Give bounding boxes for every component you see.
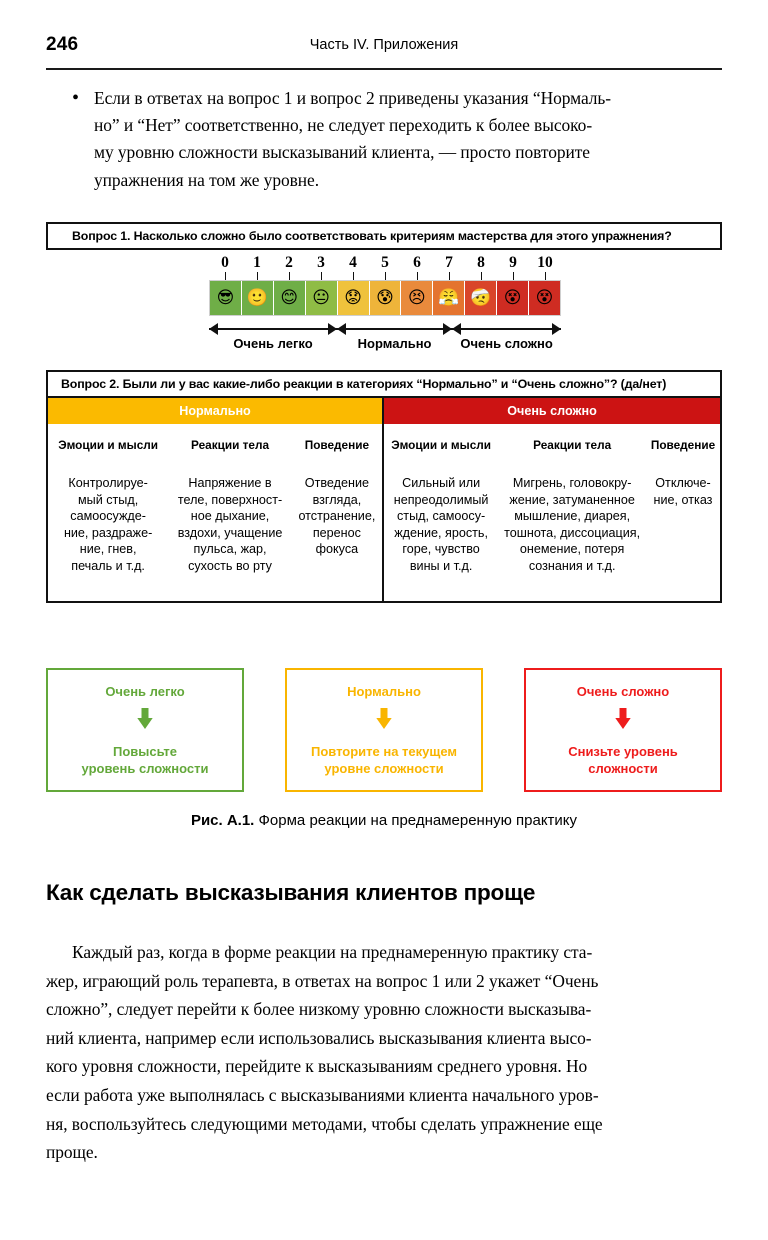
running-title: Часть IV. Приложения [309, 37, 459, 53]
question2-label: Вопрос 2. Были ли у вас какие-либо реакции в категориях “Нормально” и “Очень сложно”? (да/нет) [61, 377, 667, 391]
arrow-right-icon [443, 323, 452, 335]
scale-tick-label-10: 10 [537, 254, 553, 271]
page-number: 246 [46, 34, 79, 55]
outcome-title: Очень легко [105, 683, 185, 699]
scale-emoji-icon: 😣 [408, 287, 426, 308]
bullet-line: Если в ответах на вопрос 1 и вопрос 2 приведены указания “Нормаль- [94, 88, 612, 108]
header-rule [46, 68, 722, 70]
scale-range [337, 322, 452, 362]
scale-tick-label-9: 9 [509, 254, 517, 271]
paragraph-line: если работа уже выполнялась с высказываниями клиента начального уров- [46, 1084, 599, 1105]
scale-emoji-icon: 🙂 [246, 287, 268, 308]
paragraph-line: сложно”, следует перейти к более низкому уровню сложности высказыва- [46, 999, 592, 1020]
scale-emoji-icon: 😵 [535, 287, 554, 308]
paragraph-line: жер, играющий роль терапевта, в ответах на вопрос 1 или 2 укажет “Очень [46, 970, 599, 991]
scale-tick-label-0: 0 [221, 254, 229, 271]
arrow-left-icon [452, 323, 461, 335]
range-label: Очень сложно [460, 336, 553, 351]
scale-emoji-icon: 😊 [280, 287, 299, 308]
section-heading: Как сделать высказывания клиентов проще [46, 880, 536, 905]
scale-emoji-icon: 😟 [344, 287, 362, 308]
cell-normal-body: Напряжение в теле, поверхност- ное дыхание, вздохи, учащение пульса, жар, сухость во рту [177, 476, 283, 573]
column-header-body: Реакции тела [533, 438, 612, 452]
scale-emoji-icon: 😰 [376, 287, 394, 308]
paragraph-line: проще. [46, 1142, 98, 1163]
scale-cell-6[interactable] [401, 281, 433, 315]
cell-hard-emotions: Сильный или непреодолимый стыд, самоосу- ждение, ярость, горе, чувство вины и т.д. [393, 476, 489, 573]
scale-tick-label-3: 3 [317, 254, 325, 271]
figure-a1 [46, 222, 722, 603]
scale-cell-10[interactable] [529, 281, 560, 315]
band-very-hard: Очень сложно [384, 398, 720, 424]
question2-box [46, 370, 722, 398]
scale-cell-4[interactable] [338, 281, 370, 315]
bullet-line: но” и “Нет” соответственно, не следует переходить к более высоко- [94, 115, 593, 136]
figure-caption [46, 812, 722, 829]
range-line [337, 328, 452, 330]
header-half-normal [48, 424, 384, 466]
outcome-title: Очень сложно [576, 683, 670, 699]
paragraph-line: кого уровня сложности, перейдите к высказываниям среднего уровня. Но [46, 1056, 588, 1077]
scale-cell-5[interactable] [370, 281, 402, 315]
outcome-title: Нормально [347, 683, 421, 699]
table-body-row [48, 466, 720, 601]
outcome-action: Снизьте уровень сложности [568, 743, 678, 776]
running-head [46, 34, 722, 68]
scale-cell-3[interactable] [306, 281, 338, 315]
cell-hard-behavior: Отключе- ние, отказ [653, 476, 713, 507]
scale-cells [209, 280, 561, 316]
scale-tick-label-1: 1 [253, 254, 261, 271]
difficulty-scale [46, 250, 722, 370]
outcome-box-2[interactable] [285, 668, 483, 792]
column-header-body: Реакции тела [191, 438, 270, 452]
band-normal: Нормально [48, 398, 384, 424]
scale-cell-7[interactable] [433, 281, 465, 315]
scale-cell-9[interactable] [497, 281, 529, 315]
outcome-box-1[interactable] [46, 668, 244, 792]
down-arrow-icon [374, 708, 394, 735]
column-header-behavior: Поведение [304, 438, 370, 452]
outcome-action: Повысьте уровень сложности [81, 743, 209, 776]
scale-emoji-icon: 🤕 [470, 287, 492, 308]
bullet-paragraph [70, 85, 730, 194]
scale-cell-1[interactable] [242, 281, 274, 315]
arrow-left-icon [209, 323, 218, 335]
section-paragraph [46, 938, 724, 1167]
table-header-row [48, 424, 720, 466]
scale-tick-label-7: 7 [445, 254, 453, 271]
figure-caption-text: Форма реакции на преднамеренную практику [254, 812, 578, 829]
range-line [452, 328, 561, 330]
down-arrow-icon [613, 708, 633, 735]
scale-tick-label-6: 6 [413, 254, 421, 271]
header-half-hard [384, 424, 720, 466]
scale-range [209, 322, 337, 362]
range-line [209, 328, 337, 330]
bullet-line: му уровню сложности высказываний клиента, — просто повторите [94, 142, 590, 163]
range-label: Нормально [357, 336, 432, 351]
bullet-text [94, 85, 730, 194]
scale-tick-label-5: 5 [381, 254, 389, 271]
scale-emoji-icon: 😤 [438, 287, 460, 308]
column-header-emotions: Эмоции и мысли [58, 438, 159, 452]
bullet-marker: • [72, 87, 80, 109]
column-header-emotions: Эмоции и мысли [391, 438, 492, 452]
table-band-row [48, 398, 720, 424]
outcome-boxes [46, 668, 722, 792]
scale-emoji-icon: 😵 [503, 287, 522, 308]
cell-normal-behavior: Отведение взгляда, отстранение, перенос фокуса [298, 476, 376, 557]
paragraph-line: Каждый раз, когда в форме реакции на преднамеренную практику ста- [72, 942, 593, 962]
outcome-action: Повторите на текущем уровне сложности [310, 743, 458, 776]
scale-tick-label-2: 2 [285, 254, 293, 271]
figure-caption-label: Рис. А.1. [190, 812, 255, 829]
question1-box [46, 222, 722, 250]
reactions-table [46, 398, 722, 603]
scale-cell-8[interactable] [465, 281, 497, 315]
bullet-line: упражнения на том же уровне. [94, 169, 320, 190]
range-label: Очень легко [233, 336, 313, 351]
body-half-normal [48, 466, 384, 601]
arrow-left-icon [337, 323, 346, 335]
scale-tick-label-4: 4 [349, 254, 357, 271]
scale-cell-0[interactable] [210, 281, 242, 315]
paragraph-line: ня, воспользуйтесь следующими методами, чтобы сделать упражнение еще [46, 1113, 603, 1134]
cell-hard-body: Мигрень, головокру- жение, затуманенное мышление, диарея, тошнота, диссоциация, онемение, потеря сознания и т.д. [504, 476, 641, 573]
column-header-behavior: Поведение [650, 438, 716, 452]
scale-ticks [209, 254, 561, 282]
scale-range-arrows [209, 322, 561, 362]
body-half-hard [384, 466, 720, 601]
scale-tick-label-8: 8 [477, 254, 485, 271]
outcome-box-3[interactable] [524, 668, 722, 792]
down-arrow-icon [135, 708, 155, 735]
question1-label: Вопрос 1. Насколько сложно было соответствовать критериям мастерства для этого упражнения? [72, 229, 672, 243]
arrow-right-icon [552, 323, 561, 335]
scale-range [452, 322, 561, 362]
scale-emoji-icon: 😐 [312, 287, 331, 308]
cell-normal-emotions: Контролируе- мый стыд, самоосужде- ние, раздраже- ние, гнев, печаль и т.д. [63, 476, 153, 573]
paragraph-line: ний клиента, например если использовались высказывания клиента высо- [46, 1027, 592, 1048]
scale-emoji-icon: 😎 [216, 287, 235, 308]
scale-cell-2[interactable] [274, 281, 306, 315]
arrow-right-icon [328, 323, 337, 335]
